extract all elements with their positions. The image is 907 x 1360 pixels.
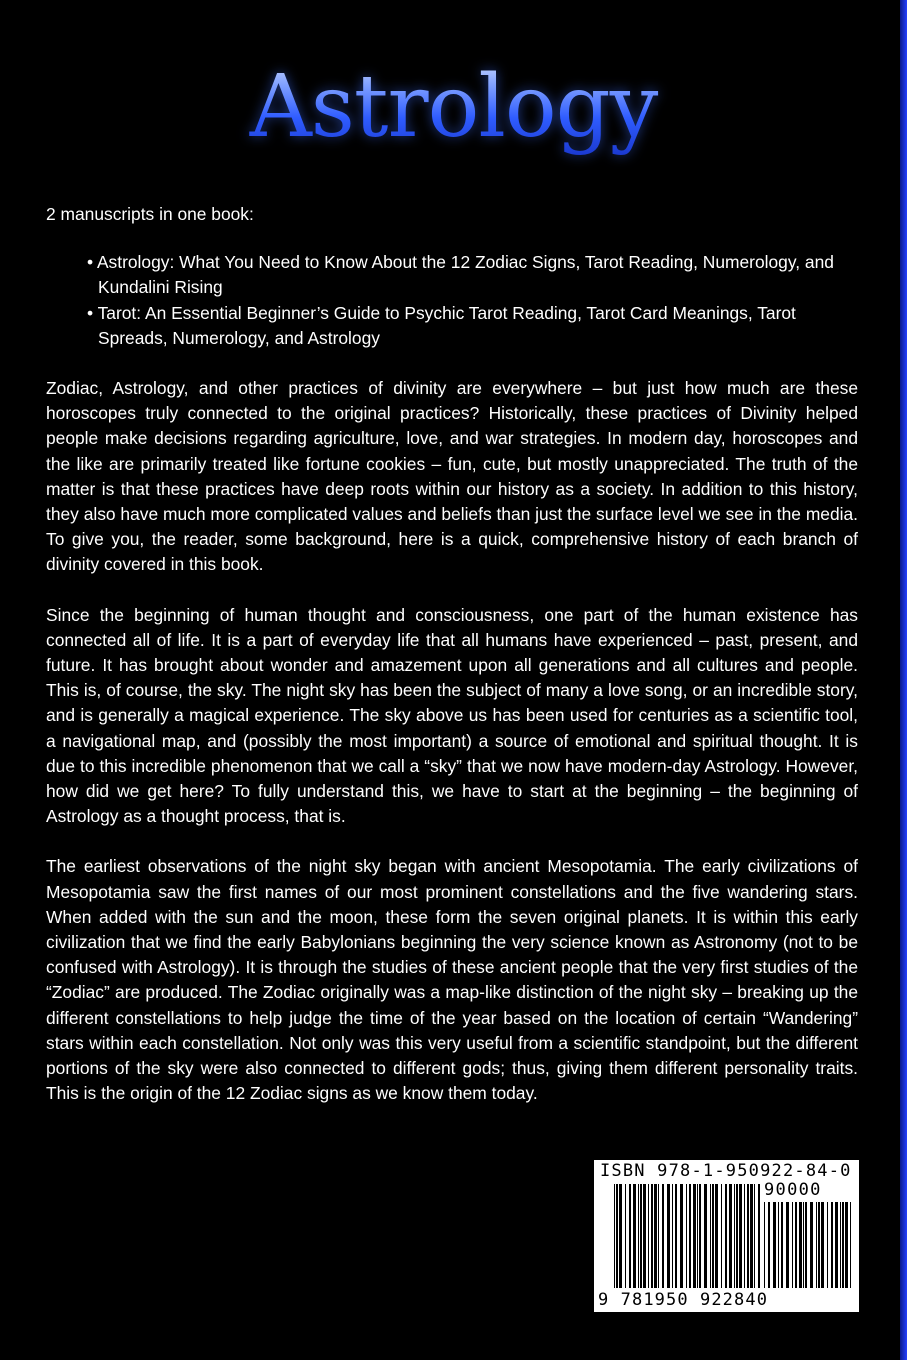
barcode-bar <box>616 1184 618 1288</box>
barcode-bar <box>816 1202 817 1288</box>
barcode-bar <box>803 1202 804 1288</box>
book-title: Astrology <box>0 52 907 162</box>
manuscript-item-1: • Astrology: What You Need to Know About the 12 Zodiac Signs, Tarot Reading, Numerology, and Kundalini Rising <box>87 252 834 298</box>
barcode-bar <box>805 1202 807 1288</box>
barcode-bar <box>835 1202 838 1288</box>
barcode-bar <box>654 1184 657 1288</box>
barcode-bar <box>744 1184 745 1288</box>
barcode-bar <box>842 1202 844 1288</box>
back-cover-text <box>46 202 858 1132</box>
intro-line: 2 manuscripts in one book: <box>46 204 254 224</box>
barcode-bar <box>840 1202 841 1288</box>
paragraph-1: Zodiac, Astrology, and other practices of divinity are everywhere – but just how much are these horoscopes truly connected to the original practices? Historically, these practices of Divinity helped people make decisions regarding agriculture, love, and war strategies. In modern day, horoscopes and the like are primarily treated like fortune cookies – fun, cute, but mostly unappreciated. The truth of the matter is that these practices have deep roots within our history as a society. In addition to this history, they also have much more complicated values and beliefs than just the surface level we see in the media. To give you, the reader, some background, here is a quick, comprehensive history of each branch of divinity covered in this book. <box>46 378 859 575</box>
barcode-bar <box>827 1202 828 1288</box>
paragraph-3: The earliest observations of the night sky began with ancient Mesopotamia. The early civilizations of Mesopotamia saw the first names of our most prominent constellations and the five wandering stars. When added with the sun and the moon, these form the seven original planets. It is within this early civilization that we find the early Babylonians beginning the very science known as Astronomy (not to be confused with Astrology). It is through the studies of these ancient people that the very first studies of the “Zodiac” are produced. The Zodiac originally was a map-like distinction of the night sky – breaking up the different constellations to help judge the time of the year based on the location of certain “Wandering” stars within each constellation. Not only was this very useful from a scientific standpoint, but the different portions of the sky were also connected to different gods; thus, giving them different personality traits. This is the origin of the 12 Zodiac signs as we know them today. <box>46 856 858 1104</box>
barcode-bar <box>633 1184 636 1288</box>
manuscript-list <box>46 250 858 351</box>
price-addon-text: 90000 <box>764 1180 822 1200</box>
barcode-bar <box>675 1184 677 1288</box>
barcode-bar <box>781 1202 783 1288</box>
barcode-bar <box>721 1184 722 1288</box>
barcode-bar <box>693 1184 696 1288</box>
barcode-bar <box>734 1184 735 1288</box>
barcode-bar <box>799 1202 802 1288</box>
barcode-bar <box>773 1202 776 1288</box>
barcode-bar <box>619 1184 622 1288</box>
barcode-bar <box>764 1202 765 1288</box>
barcode-bar <box>739 1184 742 1288</box>
barcode-bar <box>810 1202 813 1288</box>
barcode-bar <box>614 1184 615 1288</box>
paragraph-2: Since the beginning of human thought and consciousness, one part of the human existence has connected all of life. It is a part of everyday life that all humans have experienced – past, present, and future. It has brought about wonder and amazement upon all generations and all cultures and people. This is, of course, the sky. The night sky has been the subject of many a love song, or an incredible story, and is generally a magical experience. The sky above us has been used for centuries as a scientific tool, a navigational map, and (possibly the most important) a source of emotional and spiritual thought. It is due to this incredible phenomenon that we call a “sky” that we now have modern-day Astrology. However, how did we get here? To fully understand this, we have to start at the beginning – the beginning of Astrology as a thought process, that is. <box>46 604 858 827</box>
barcode-bar <box>662 1184 664 1288</box>
barcode-bar <box>850 1202 851 1288</box>
barcode-bar <box>643 1184 646 1288</box>
barcode-bar <box>699 1184 701 1288</box>
barcode-bar <box>640 1184 642 1288</box>
barcode-bar <box>758 1184 760 1288</box>
barcode-bar <box>831 1202 833 1288</box>
spine-edge <box>900 0 907 1360</box>
manuscript-item-2: • Tarot: An Essential Beginner’s Guide to Psychic Tarot Reading, Tarot Card Meanings, Tarot Spreads, Numerology, and Astrology <box>87 302 796 348</box>
barcode-bar <box>768 1202 770 1288</box>
barcode-bar <box>710 1184 711 1288</box>
barcode-digits: 9 781950 922840 <box>598 1290 769 1310</box>
barcode-bar <box>689 1184 691 1288</box>
barcode-bar <box>712 1184 714 1288</box>
isbn-barcode <box>594 1160 859 1312</box>
barcode-bar <box>821 1202 824 1288</box>
barcode-bar <box>697 1184 698 1288</box>
barcode-bar <box>786 1202 789 1288</box>
barcode-bar <box>729 1184 732 1288</box>
barcode-bar <box>648 1184 649 1288</box>
barcode-bar <box>629 1184 631 1288</box>
barcode-bar <box>638 1184 639 1288</box>
barcode-bar <box>625 1184 626 1288</box>
barcode-bar <box>736 1184 738 1288</box>
barcode-bar <box>658 1184 659 1288</box>
barcode-bar <box>725 1184 727 1288</box>
barcode-bar <box>686 1184 687 1288</box>
barcode-bar <box>651 1184 653 1288</box>
barcode-bar <box>667 1184 670 1288</box>
barcode-bar <box>845 1202 848 1288</box>
barcode-bar <box>754 1184 755 1288</box>
barcode-bar <box>680 1184 683 1288</box>
barcode-bar <box>747 1184 749 1288</box>
barcode-bar <box>704 1184 707 1288</box>
barcode-bar <box>750 1184 753 1288</box>
barcode-bar <box>672 1184 673 1288</box>
barcode-bar <box>778 1202 779 1288</box>
isbn-text: ISBN 978-1-950922-84-0 <box>600 1161 852 1181</box>
barcode-bar <box>795 1202 797 1288</box>
barcode-bar <box>818 1202 820 1288</box>
barcode-bar <box>792 1202 793 1288</box>
barcode-bar <box>715 1184 718 1288</box>
